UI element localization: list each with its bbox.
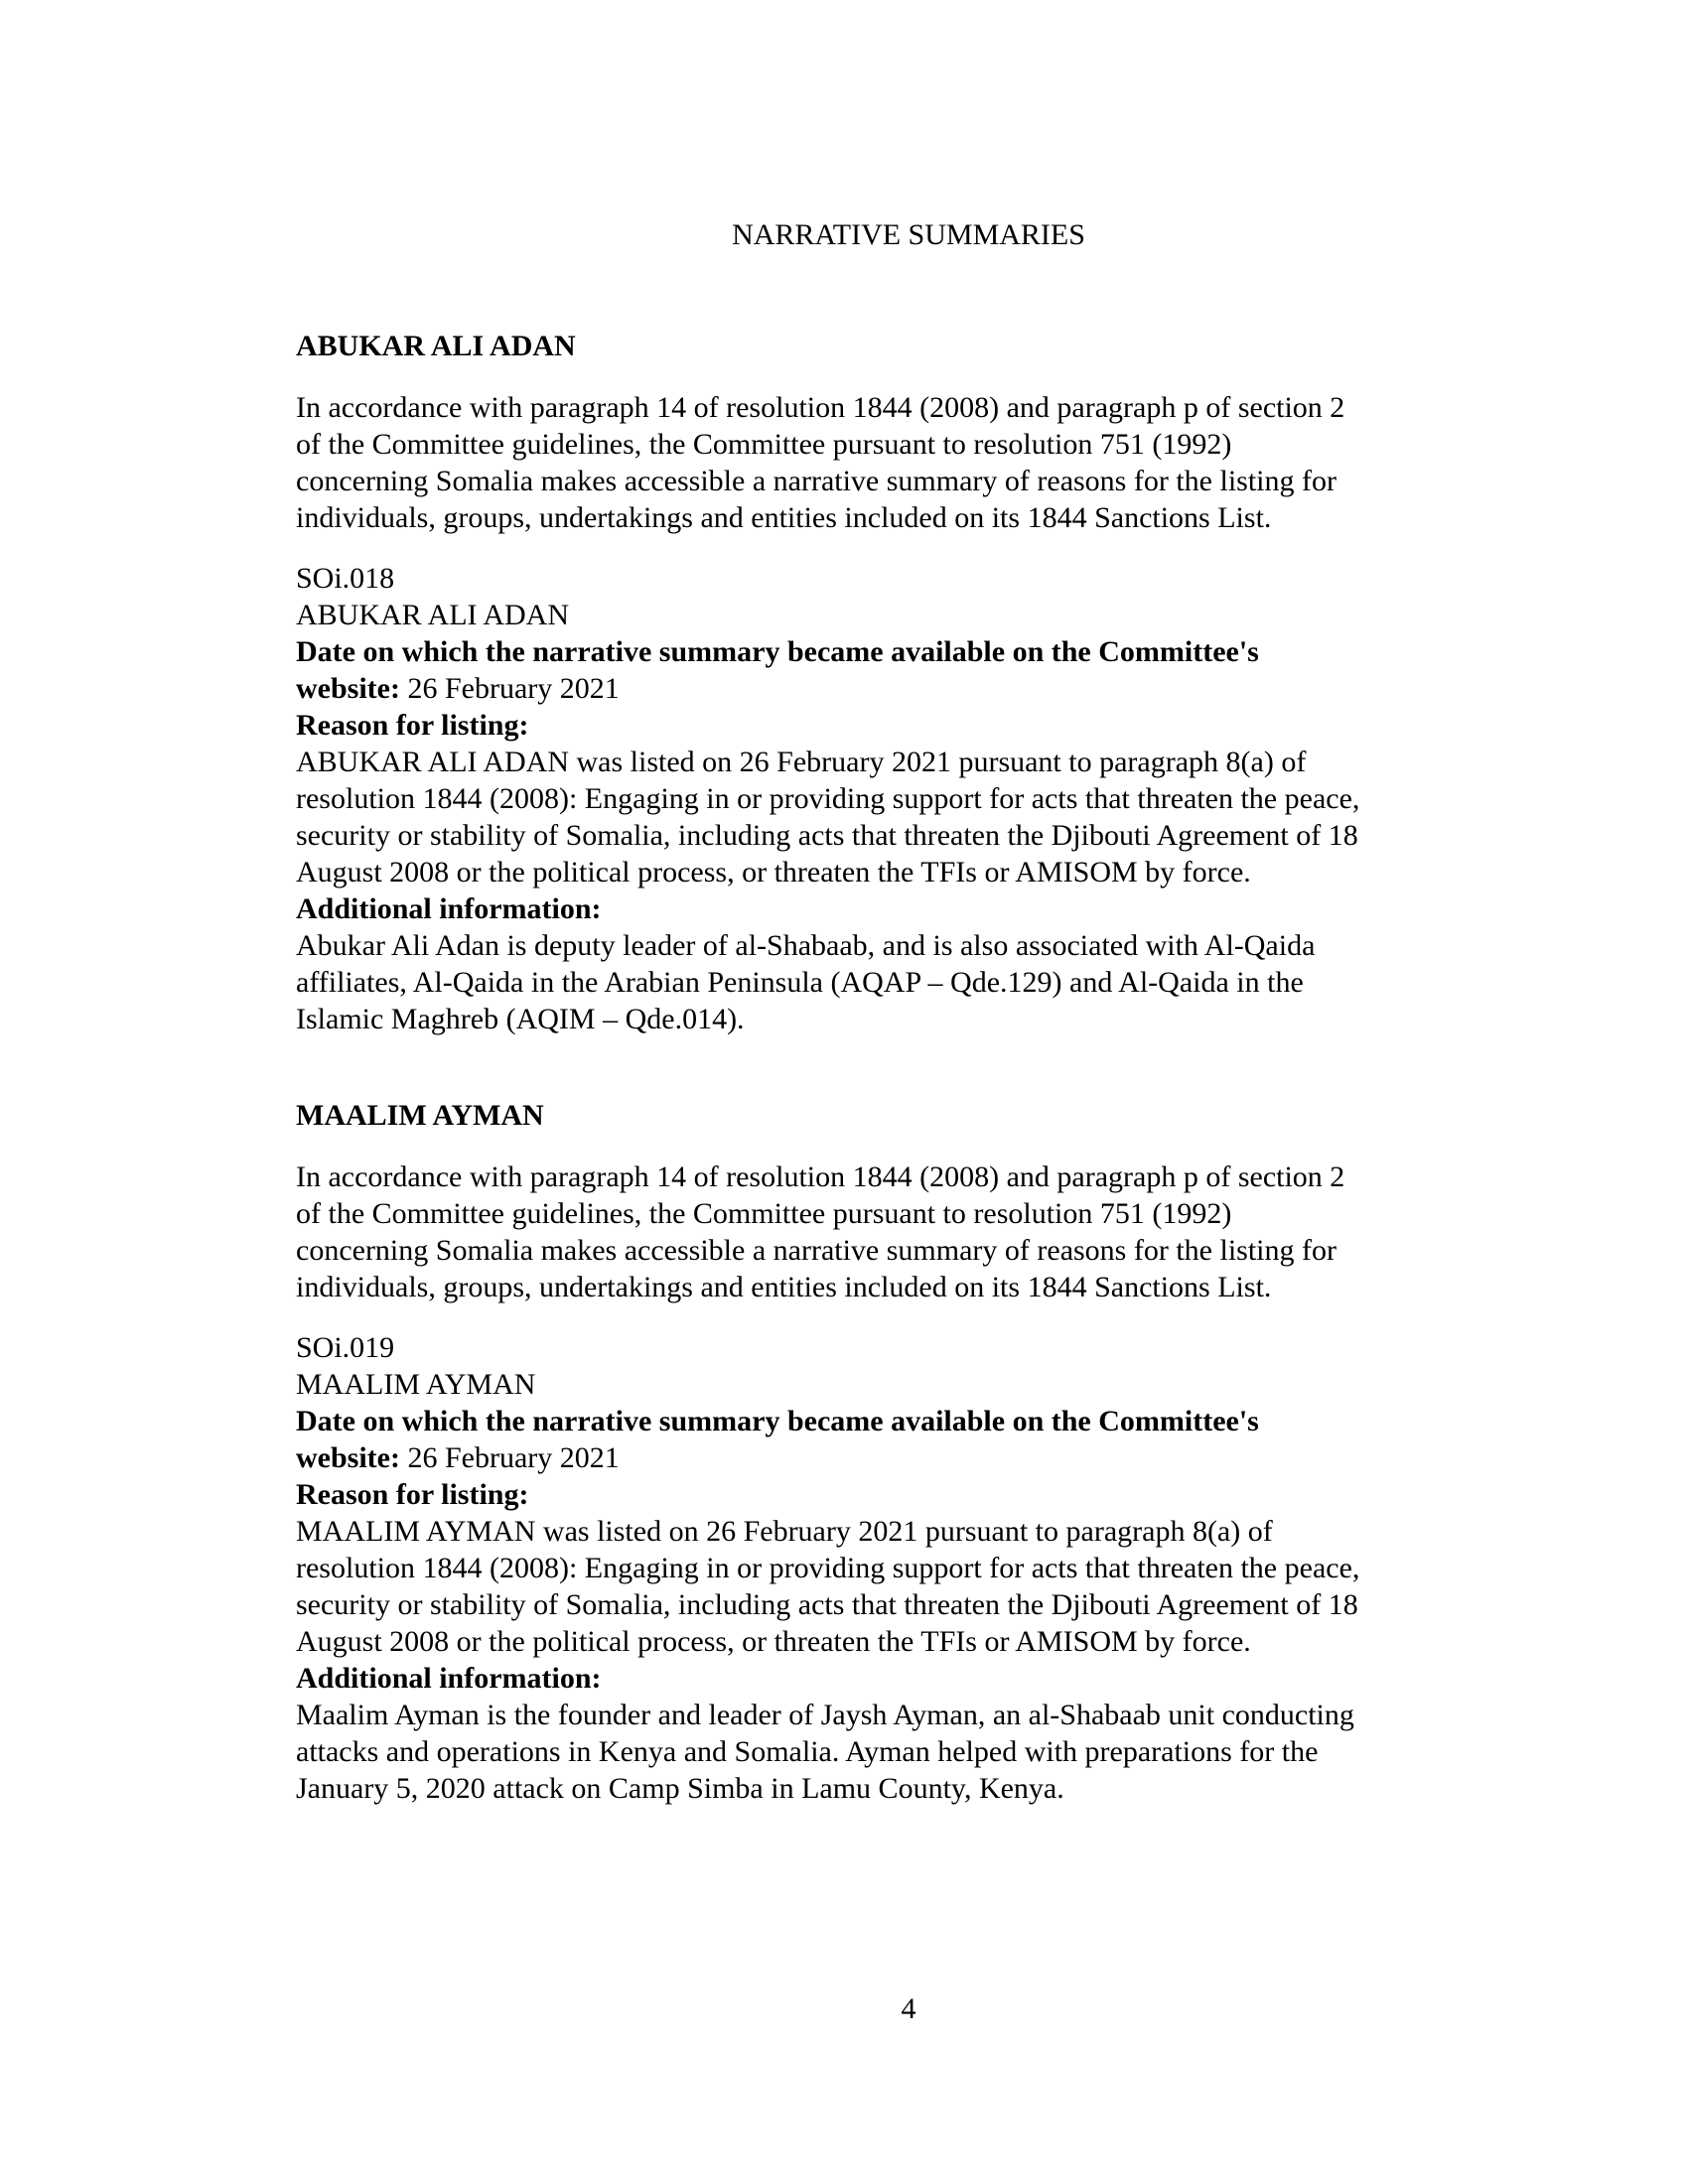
intro-line: concerning Somalia makes accessible a narrative summary of reasons for the listing for [296,1234,1336,1267]
additional-label-text: Additional information: [296,1662,602,1695]
listed-name: ABUKAR ALI ADAN [296,599,570,631]
reason-label [296,1476,1487,1513]
entry-maalim-ayman [296,1097,1487,1807]
entry-details [296,1329,1487,1807]
date-label-line [296,633,1487,670]
entry-heading: ABUKAR ALI ADAN [296,330,576,362]
page-number: 4 [901,1992,916,2025]
intro-line: of the Committee guidelines, the Committee pursuant to resolution 751 (1992) [296,1197,1232,1230]
listed-name: MAALIM AYMAN [296,1368,536,1401]
date-label-cont: website: [296,672,400,705]
additional-label [296,1660,1487,1697]
additional-line: Maalim Ayman is the founder and leader of Jaysh Ayman, an al-Shabaab unit conducting [296,1699,1354,1731]
date-value: 26 February 2021 [399,1441,620,1474]
reason-label-text: Reason for listing: [296,1478,529,1511]
intro-line: In accordance with paragraph 14 of resolution 1844 (2008) and paragraph p of section 2 [296,391,1345,424]
date-label-cont: website: [296,1441,400,1474]
date-label: Date on which the narrative summary became available on the Committee's [296,1405,1259,1437]
additional-label [296,890,1487,927]
reason-line: resolution 1844 (2008): Engaging in or providing support for acts that threaten the peace, [296,782,1360,815]
intro-line: individuals, groups, undertakings and entities included on its 1844 Sanctions List. [296,1271,1272,1303]
additional-label-text: Additional information: [296,892,602,925]
additional-line: affiliates, Al-Qaida in the Arabian Peninsula (AQAP – Qde.129) and Al-Qaida in the [296,966,1304,999]
document-title: NARRATIVE SUMMARIES [732,218,1085,251]
reason-label [296,707,1487,744]
date-line [296,670,1487,707]
reason-line: ABUKAR ALI ADAN was listed on 26 February 2021 pursuant to paragraph 8(a) of [296,746,1307,778]
reference-number: SOi.018 [296,562,395,595]
entry-intro [296,1159,1487,1305]
reason-line: MAALIM AYMAN was listed on 26 February 2021 pursuant to paragraph 8(a) of [296,1515,1273,1548]
reason-line: security or stability of Somalia, including acts that threaten the Djibouti Agreement of 18 [296,819,1358,852]
entry-heading: MAALIM AYMAN [296,1099,544,1132]
entry-details [296,560,1487,1037]
additional-line: Abukar Ali Adan is deputy leader of al-Shabaab, and is also associated with Al-Qaida [296,929,1316,962]
entry-abukar-ali-adan [296,328,1487,1037]
reference-number: SOi.019 [296,1331,395,1364]
additional-line: Islamic Maghreb (AQIM – Qde.014). [296,1003,745,1035]
reason-label-text: Reason for listing: [296,709,529,742]
reason-line: August 2008 or the political process, or threaten the TFIs or AMISOM by force. [296,856,1251,888]
date-label: Date on which the narrative summary became available on the Committee's [296,635,1259,668]
intro-line: In accordance with paragraph 14 of resolution 1844 (2008) and paragraph p of section 2 [296,1160,1345,1193]
intro-line: individuals, groups, undertakings and entities included on its 1844 Sanctions List. [296,501,1272,534]
date-label-line [296,1403,1487,1439]
reason-line: August 2008 or the political process, or threaten the TFIs or AMISOM by force. [296,1625,1251,1658]
intro-line: of the Committee guidelines, the Committee pursuant to resolution 751 (1992) [296,428,1232,461]
entry-intro [296,389,1487,536]
additional-line: attacks and operations in Kenya and Somalia. Ayman helped with preparations for the [296,1735,1319,1768]
reason-line: security or stability of Somalia, including acts that threaten the Djibouti Agreement of 18 [296,1588,1358,1621]
date-value: 26 February 2021 [399,672,620,705]
reason-line: resolution 1844 (2008): Engaging in or providing support for acts that threaten the peace, [296,1552,1360,1584]
intro-line: concerning Somalia makes accessible a narrative summary of reasons for the listing for [296,465,1336,497]
additional-line: January 5, 2020 attack on Camp Simba in Lamu County, Kenya. [296,1772,1064,1805]
date-line [296,1439,1487,1476]
